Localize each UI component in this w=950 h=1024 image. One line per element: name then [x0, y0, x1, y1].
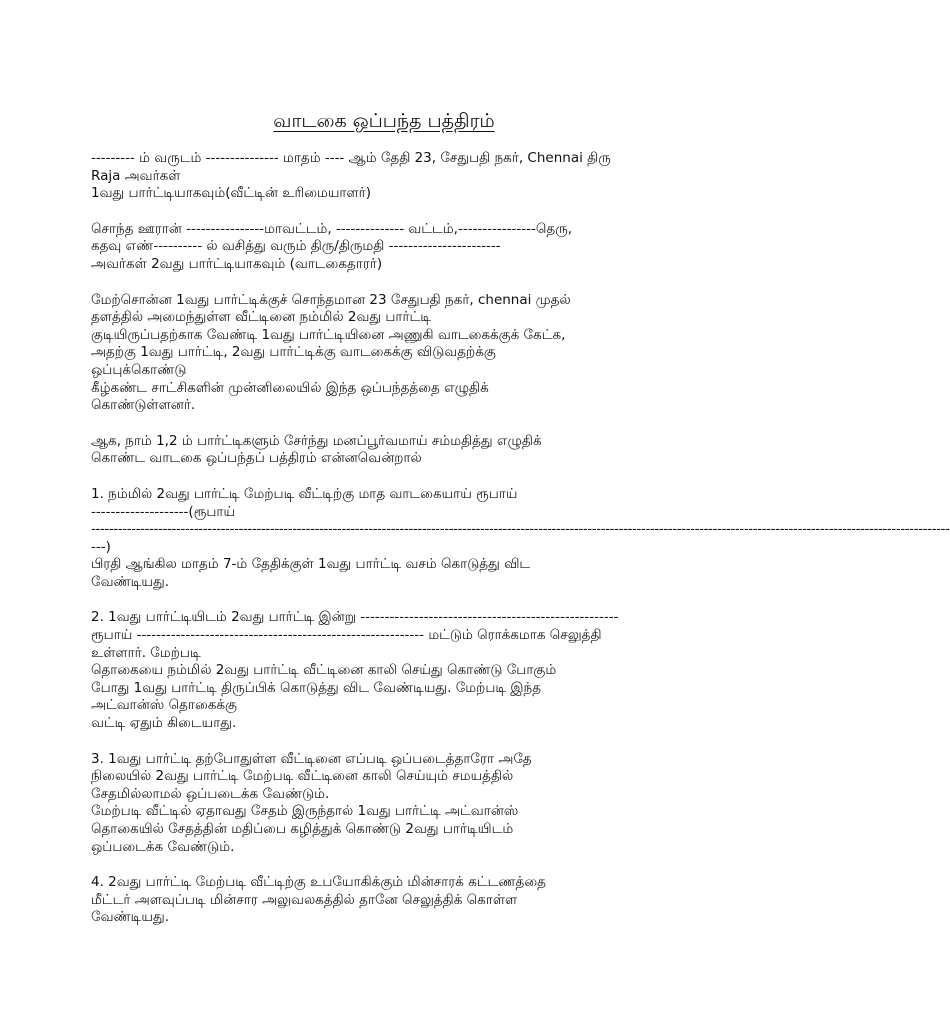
text-line: ஆக, நாம் 1,2 ம் பார்ட்டிகளும் சேர்ந்து மனப்பூர்வமாய் சம்மதித்து எழுதிக்: [91, 432, 542, 449]
text-line: பிரதி ஆங்கில மாதம் 7-ம் தேதிக்குள் 1வது பார்ட்டி வசம் கொடுத்து விட: [91, 556, 531, 573]
text-line: 3. 1வது பார்ட்டி தற்போதுள்ள வீட்டினை எப்படி ஒப்படைத்தாரோ அதே: [91, 750, 532, 767]
text-line: தொகையில் சேதத்தின் மதிப்பை கழித்துக் கொண்டு 2வது பார்டியிடம்: [91, 821, 514, 837]
text-line: மேற்சொன்ன 1வது பார்ட்டிக்குச் சொந்தமான 23 சேதுபதி நகர், chennai முதல்: [91, 291, 571, 308]
text-line: அதற்கு 1வது பார்ட்டி, 2வது பார்ட்டிக்கு வாடகைக்கு விடுவதற்க்கு: [91, 344, 496, 361]
text-line: ரூபாய் ----------------------------------------------------------- மட்டும் ரொக்கமாக செலுத்தி: [91, 627, 602, 644]
paragraph-2: [91, 221, 691, 274]
text-line: போது 1வது பார்ட்டி திருப்பிக் கொடுத்து விட வேண்டியது. மேற்படி இந்த: [91, 679, 542, 696]
text-line: சேதமில்லாமல் ஒப்படைக்க வேண்டும்.: [91, 785, 330, 802]
text-line: கொண்டுள்ளனர்.: [91, 397, 196, 414]
text-line: வேண்டியது.: [91, 909, 170, 926]
paragraph-3: [91, 292, 691, 415]
text-line: 1வது பார்ட்டியாகவும்(வீட்டின் உரிமையாளர்): [91, 185, 371, 202]
paragraph-5: [91, 485, 950, 592]
text-line: தளத்தில் அமைந்துள்ள வீட்டினை நம்மில் 2வது பார்ட்டி: [91, 309, 432, 326]
text-line: ஒப்படைக்க வேண்டும்.: [91, 838, 235, 855]
document-title: வாடகை ஒப்பந்த பத்திரம்: [273, 110, 495, 132]
text-line: மீட்டர் அளவுப்படி மின்சார அலுவலகத்தில் தானே செலுத்திக் கொள்ள: [91, 891, 518, 908]
text-line: --------- ம் வருடம் --------------- மாதம் ---- ஆம் தேதி 23, சேதுபதி நகர், Chennai திரு: [91, 150, 611, 166]
paragraph-4: [91, 433, 691, 468]
text-line: --------------------(ரூபாய்: [91, 503, 236, 520]
paragraph-8: [91, 874, 691, 927]
text-line: 2. 1வது பார்ட்டியிடம் 2வது பார்ட்டி இன்று -----------------------------------------------------: [91, 609, 619, 626]
text-line: ஒப்புக்கொண்டு: [91, 361, 187, 378]
paragraph-1: [91, 150, 691, 203]
text-line: அவர்கள் 2வது பார்ட்டியாகவும் (வாடகைதாரர்): [91, 255, 383, 272]
paragraph-6: [91, 609, 691, 732]
text-line: தொகையை நம்மில் 2வது பார்ட்டி வீட்டினை காலி செய்து கொண்டு போகும்: [91, 662, 557, 679]
paragraph-7: [91, 751, 691, 857]
dashed-rule-line: ------------------------------------------------------------------------------------------------------------------------------------------------------------------------------------------------: [91, 521, 950, 538]
text-line: வேண்டியது.: [91, 573, 170, 590]
text-line: 4. 2வது பார்ட்டி மேற்படி வீட்டிற்கு உபயோகிக்கும் மின்சாரக் கட்டணத்தை: [91, 874, 546, 891]
text-line: நிலையில் 2வது பார்ட்டி மேற்படி வீட்டினை காலி செய்யும் சமயத்தில்: [91, 768, 514, 785]
text-line: வட்டி ஏதும் கிடையாது.: [91, 715, 237, 732]
document-body: [91, 150, 950, 945]
text-line: சொந்த ஊரான் ----------------மாவட்டம், -------------- வட்டம்,----------------தெரு,: [91, 220, 572, 237]
text-line: கீழ்கண்ட சாட்சிகளின் முன்னிலையில் இந்த ஒப்பந்தத்தை எழுதிக்: [91, 379, 489, 396]
text-line: ---): [91, 538, 111, 555]
text-line: குடியிருப்பதற்காக வேண்டி 1வது பார்ட்டியினை அணுகி வாடகைக்குக் கேட்க,: [91, 326, 566, 343]
text-line: Raja அவர்கள்: [91, 167, 181, 184]
text-line: மேற்படி வீட்டில் ஏதாவது சேதம் இருந்தால் 1வது பார்ட்டி அட்வான்ஸ்: [91, 803, 519, 820]
text-line: 1. நம்மில் 2வது பார்ட்டி மேற்படி வீட்டிற்கு மாத வாடகையாய் ரூபாய்: [91, 485, 518, 502]
text-line: உள்ளார். மேற்படி: [91, 644, 201, 661]
text-line: அட்வான்ஸ் தொகைக்கு: [91, 697, 237, 714]
text-line: கொண்ட வாடகை ஒப்பந்தப் பத்திரம் என்னவென்றால்: [91, 450, 422, 467]
text-line: கதவு எண்---------- ல் வசித்து வரும் திரு/திருமதி -----------------------: [91, 238, 501, 255]
